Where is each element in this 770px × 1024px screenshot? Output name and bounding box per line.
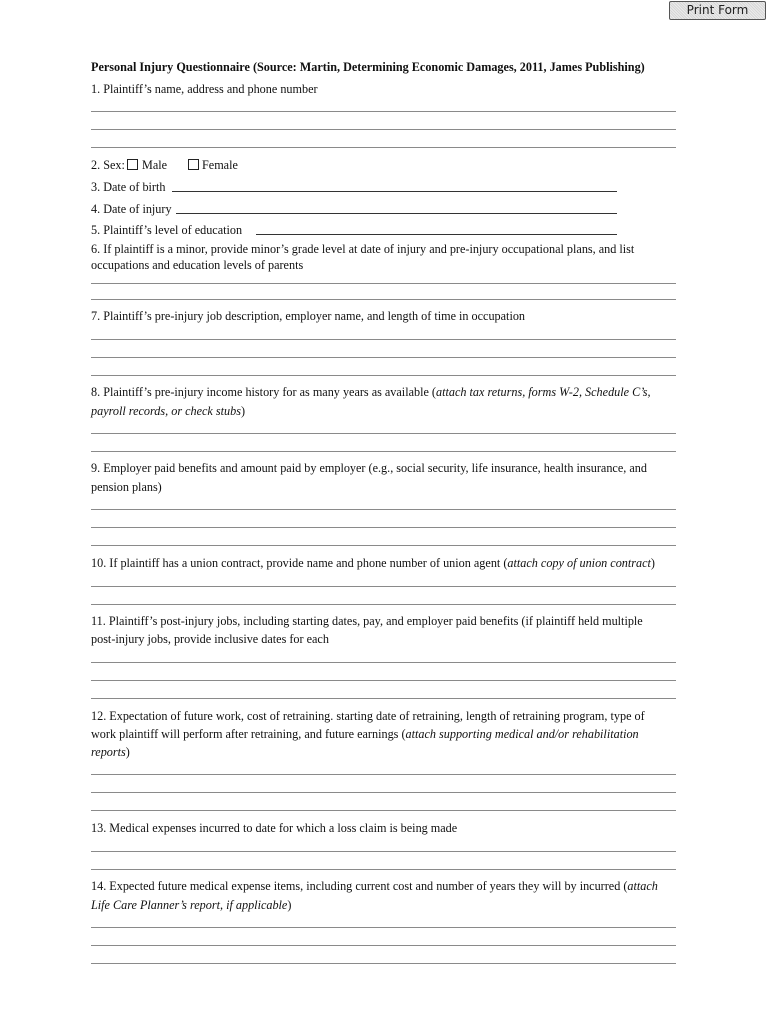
answer-line[interactable]	[91, 375, 676, 376]
question-3-label: 3. Date of birth	[91, 180, 166, 194]
answer-line[interactable]	[91, 545, 676, 546]
answer-line[interactable]	[91, 604, 676, 605]
answer-line[interactable]	[91, 963, 676, 964]
education-level-field[interactable]	[256, 234, 617, 235]
answer-line[interactable]	[91, 810, 676, 811]
answer-line[interactable]	[91, 433, 676, 434]
answer-line[interactable]	[91, 698, 676, 699]
answer-line[interactable]	[91, 129, 676, 130]
question-9-label: 9. Employer paid benefits and amount paid by employer (e.g., social security, life insurance, health insurance, and	[91, 461, 647, 475]
page-title: Personal Injury Questionnaire (Source: Martin, Determining Economic Damages, 2011, James Publishing)	[91, 60, 645, 74]
female-checkbox[interactable]	[188, 159, 199, 170]
question-14-label: 14. Expected future medical expense items, including current cost and number of years they will by incurred (attach	[91, 879, 658, 893]
answer-line[interactable]	[91, 339, 676, 340]
female-label: Female	[202, 158, 238, 172]
answer-line[interactable]	[91, 869, 676, 870]
print-form-button[interactable]: Print Form	[669, 1, 766, 20]
answer-line[interactable]	[91, 299, 676, 300]
male-checkbox[interactable]	[127, 159, 138, 170]
question-13-label: 13. Medical expenses incurred to date for which a loss claim is being made	[91, 821, 458, 835]
answer-line[interactable]	[91, 509, 676, 510]
answer-line[interactable]	[91, 586, 676, 587]
question-12-label-cont2: reports)	[91, 745, 130, 759]
question-8-label-cont: payroll records, or check stubs)	[91, 404, 246, 418]
date-of-birth-field[interactable]	[172, 191, 617, 192]
question-6-label: 6. If plaintiff is a minor, provide minor’s grade level at date of injury and pre-injury occupational plans, and list	[91, 242, 635, 256]
question-8-label: 8. Plaintiff’s pre-injury income history for as many years as available (attach tax returns, forms W-2, Schedule C’s,	[91, 385, 651, 399]
question-14-label-cont: Life Care Planner’s report, if applicable)	[91, 898, 292, 912]
question-9-label-cont: pension plans)	[91, 480, 162, 494]
answer-line[interactable]	[91, 680, 676, 681]
answer-line[interactable]	[91, 851, 676, 852]
answer-line[interactable]	[91, 662, 676, 663]
answer-line[interactable]	[91, 927, 676, 928]
answer-line[interactable]	[91, 792, 676, 793]
date-of-injury-field[interactable]	[176, 213, 617, 214]
question-11-label-cont: post-injury jobs, provide inclusive dates for each	[91, 632, 329, 646]
question-6-label-cont: occupations and education levels of parents	[91, 258, 304, 272]
answer-line[interactable]	[91, 111, 676, 112]
question-12-label-cont: work plaintiff will perform after retraining, and future earnings (attach supporting medical and/or rehabilitation	[91, 727, 639, 741]
answer-line[interactable]	[91, 357, 676, 358]
question-1-label: 1. Plaintiff’s name, address and phone number	[91, 82, 318, 96]
question-5-label: 5. Plaintiff’s level of education	[91, 223, 243, 237]
answer-line[interactable]	[91, 527, 676, 528]
question-4-label: 4. Date of injury	[91, 202, 172, 216]
answer-line[interactable]	[91, 451, 676, 452]
question-2-label: 2. Sex:	[91, 158, 125, 172]
answer-line[interactable]	[91, 283, 676, 284]
question-7-label: 7. Plaintiff’s pre-injury job description, employer name, and length of time in occupation	[91, 309, 526, 323]
answer-line[interactable]	[91, 147, 676, 148]
answer-line[interactable]	[91, 945, 676, 946]
question-11-label: 11. Plaintiff’s post-injury jobs, including starting dates, pay, and employer paid benefits (if plaintiff held multiple	[91, 614, 643, 628]
answer-line[interactable]	[91, 774, 676, 775]
question-12-label: 12. Expectation of future work, cost of retraining. starting date of retraining, length of retraining program, type of	[91, 709, 645, 723]
question-10-label: 10. If plaintiff has a union contract, provide name and phone number of union agent (attach copy of union contract)	[91, 556, 655, 570]
male-label: Male	[142, 158, 168, 172]
